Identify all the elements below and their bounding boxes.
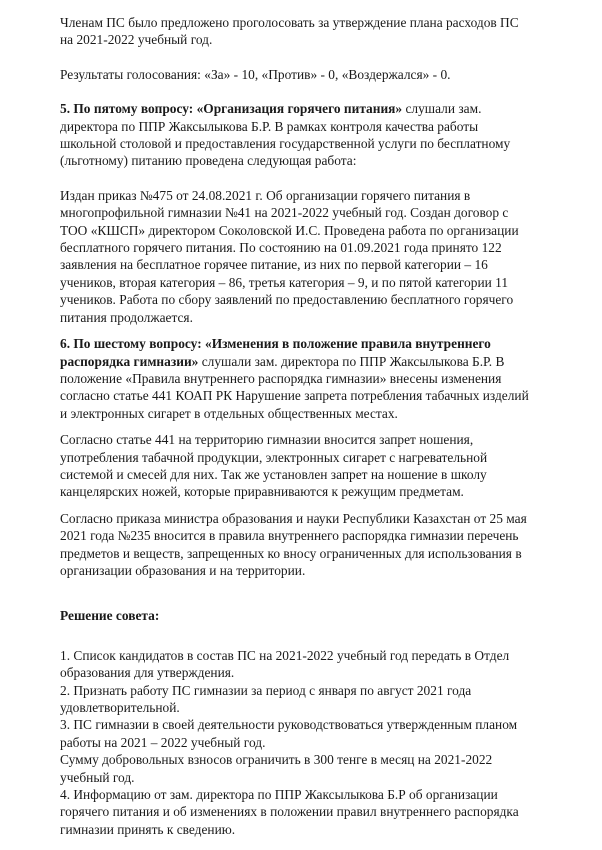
vote-intro-paragraph xyxy=(60,14,555,49)
decision-item-line: 3. ПС гимназии в своей деятельности руководствоваться утвержденным планом xyxy=(60,717,518,733)
text-line: Согласно приказа министра образования и науки Республики Казахстан от 25 мая xyxy=(60,510,527,526)
text-line: ТОО «КШСП» директором Соколовской И.С. Проведена работа по организации xyxy=(60,222,519,238)
decision-heading-paragraph xyxy=(60,607,555,624)
decision-heading: Решение совета: xyxy=(60,608,160,624)
text-line: учеников, вторая категория – 86, третья категория – 9, и по пятой категории 11 xyxy=(60,274,509,290)
text-line: 2021 года №235 вносится в правила внутреннего распорядка гимназии перечень xyxy=(60,528,519,544)
text-line: директора по ППР Жаксылыкова Б.Р. В рамках контроля качества работы xyxy=(60,118,479,134)
vote-results-paragraph xyxy=(60,66,555,83)
vote-results-line: Результаты голосования: «За» - 10, «Против» - 0, «Воздержался» - 0. xyxy=(60,66,451,82)
question-5-paragraph xyxy=(60,100,555,170)
question-6-paragraph xyxy=(60,335,555,422)
article-441-paragraph xyxy=(60,431,555,501)
text-line: Членам ПС было предложено проголосовать за утверждение плана расходов ПС xyxy=(60,15,519,30)
text-line: Согласно статье 441 на территорию гимназии вносится запрет ношения, xyxy=(60,432,474,448)
decision-item-line: удовлетворительной. xyxy=(60,700,180,715)
decision-item-line: образования для утверждения. xyxy=(60,665,235,681)
text-fragment: слушали зам. директора по ППР Жаксылыкова Б.Р. В xyxy=(198,353,505,369)
decision-item-line: 1. Список кандидатов в состав ПС на 2021-2022 учебный год передать в Отдел xyxy=(60,647,510,663)
question-6-heading: 6. По шестому вопросу: «Изменения в положение правила внутреннего xyxy=(60,336,491,352)
text-line: предметов и веществ, запрещенных ко вносу ограниченных для использования в xyxy=(60,545,522,561)
text-line: на 2021-2022 учебный год. xyxy=(60,32,213,48)
document-page xyxy=(60,14,555,838)
text-line: (льготному) питанию проведена следующая работа: xyxy=(60,153,357,169)
text-line: согласно статье 441 КОАП РК Нарушение запрета потребления табачных изделий xyxy=(60,388,529,404)
text-line: питания продолжается. xyxy=(60,309,193,325)
decision-item-line: 2. Признать работу ПС гимназии за период с января по август 2021 года xyxy=(60,682,472,698)
text-line: организации образования и на территории. xyxy=(60,562,306,578)
text-fragment: слушали зам. xyxy=(402,101,482,117)
text-line: многопрофильной гимназии №41 на 2021-2022 учебный год. Создан договор с xyxy=(60,205,509,221)
decision-item-line: работы на 2021 – 2022 учебный год. xyxy=(60,734,266,750)
decision-list xyxy=(60,647,555,838)
text-line: и электронных сигарет в отдельных общественных местах. xyxy=(60,405,398,421)
decision-item-line: 4. Информацию от зам. директора по ППР Жаксылыкова Б.Р об организации xyxy=(60,787,498,803)
decision-item-line: горячего питания и об изменениях в положении правил внутреннего распорядка xyxy=(60,804,519,820)
question-6-heading-cont: распорядка гимназии» xyxy=(60,353,199,369)
text-line: заявления на бесплатное горячее питание, из них по первой категории – 16 xyxy=(60,257,488,273)
text-line: бесплатного горячего питания. По состоянию на 01.09.2021 года принято 122 xyxy=(60,240,502,256)
question-5-heading: 5. По пятому вопросу: «Организация горячего питания» xyxy=(60,101,403,117)
decision-item-line: гимназии принять к сведению. xyxy=(60,821,236,837)
text-line: канцелярских ножей, которые приравниваются к режущим предметам. xyxy=(60,484,464,500)
text-line: употребления табачной продукции, электронных сигарет с нагревательной xyxy=(60,449,488,465)
text-line: системой и смесей для них. Так же установлен запрет на ношение в школу xyxy=(60,466,487,482)
decision-item-line: учебный год. xyxy=(60,769,135,785)
order-235-paragraph xyxy=(60,510,555,580)
text-line: школьной столовой и предоставления государственной услуги по бесплатному xyxy=(60,136,511,152)
text-line: положение «Правила внутреннего распорядка гимназии» внесены изменения xyxy=(60,370,502,386)
question-5-work-paragraph xyxy=(60,187,555,326)
text-line: учеников. Работа по сбору заявлений по предоставлению бесплатного горячего xyxy=(60,292,514,308)
text-line: Издан приказ №475 от 24.08.2021 г. Об организации горячего питания в xyxy=(60,187,471,203)
decision-item-line: Сумму добровольных взносов ограничить в 300 тенге в месяц на 2021-2022 xyxy=(60,752,493,768)
